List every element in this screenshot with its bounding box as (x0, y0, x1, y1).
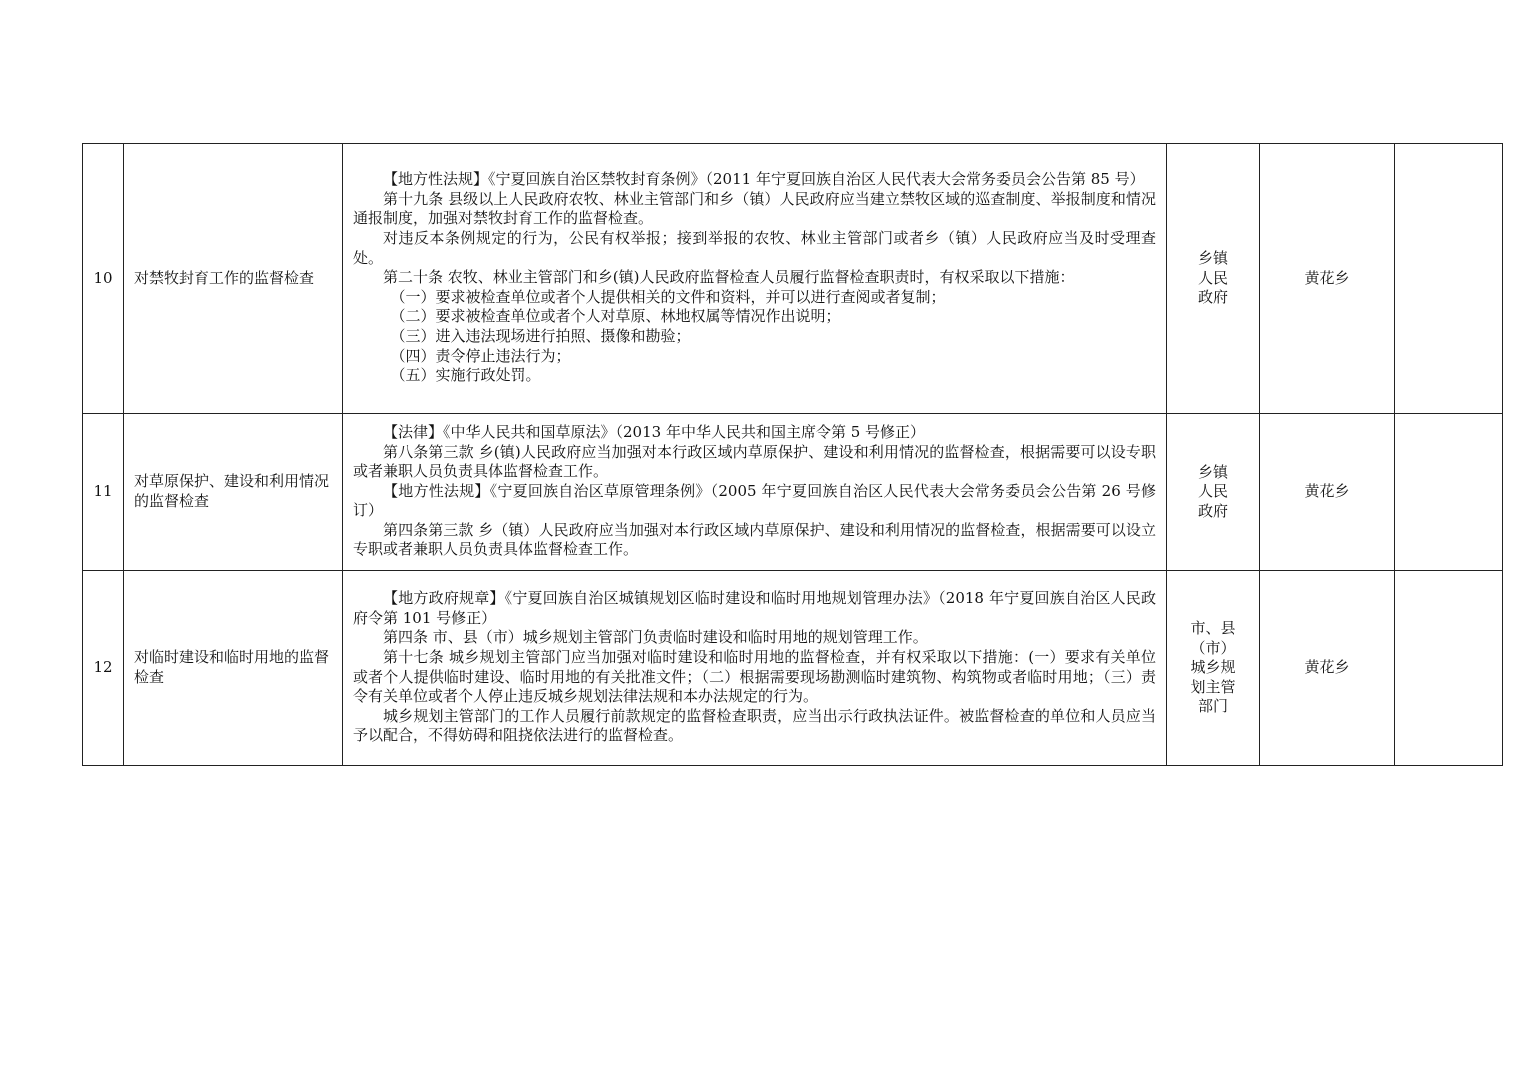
implementing-unit: 黄花乡 (1260, 144, 1395, 414)
basis-paragraph: 第四条 市、县（市）城乡规划主管部门负责临时建设和临时用地的规划管理工作。 (383, 628, 928, 647)
basis-paragraph: 第八条第三款 乡(镇)人民政府应当加强对本行政区域内草原保护、建设和利用情况的监督检查，根据需要可以设专职或者兼职人员负责具体监督检查工作。 (353, 442, 1156, 481)
basis-paragraph: 第二十条 农牧、林业主管部门和乡(镇)人民政府监督检查人员履行监督检查职责时，有权采取以下措施： (383, 268, 1075, 287)
basis-paragraph: （一）要求被检查单位或者个人提供相关的文件和资料，并可以进行查阅或者复制； (390, 287, 946, 306)
subject-line: 乡镇 (1197, 462, 1228, 481)
table-row (83, 571, 1503, 766)
basis-paragraph: （五）实施行政处罚。 (390, 366, 541, 385)
item-name: 对临时建设和临时用地的监督检查 (124, 571, 343, 766)
basis-paragraph: 第十九条 县级以上人民政府农牧、林业主管部门和乡（镇）人民政府应当建立禁牧区域的巡查制度、举报制度和情况通报制度，加强对禁牧封育工作的监督检查。 (353, 189, 1156, 228)
remarks-cell (1395, 571, 1503, 766)
legal-basis (343, 144, 1167, 414)
table-row (83, 414, 1503, 571)
subject-line: 政府 (1197, 501, 1228, 520)
subject-line: 部门 (1197, 697, 1228, 716)
basis-paragraph: 【地方性法规】《宁夏回族自治区草原管理条例》（2005 年宁夏回族自治区人民代表大会常务委员会公告第 26 号修订） (353, 481, 1156, 520)
supervision-table (82, 143, 1503, 766)
basis-paragraph: 【法律】《中华人民共和国草原法》（2013 年中华人民共和国主席令第 5 号修正） (383, 422, 926, 441)
remarks-cell (1395, 414, 1503, 571)
basis-paragraph: （四）责令停止违法行为； (390, 346, 571, 365)
subject-line: 人民 (1197, 482, 1228, 501)
table-row (83, 144, 1503, 414)
subject-line: 城乡规 (1190, 658, 1236, 677)
responsible-subject (1167, 414, 1260, 571)
row-number: 10 (83, 144, 124, 414)
subject-line: （市） (1190, 638, 1236, 657)
item-name: 对禁牧封育工作的监督检查 (124, 144, 343, 414)
row-number: 11 (83, 414, 124, 571)
subject-line: 划主管 (1190, 677, 1236, 696)
responsible-subject (1167, 571, 1260, 766)
implementing-unit: 黄花乡 (1260, 571, 1395, 766)
basis-paragraph: 【地方性法规】《宁夏回族自治区禁牧封育条例》（2011 年宁夏回族自治区人民代表大会常务委员会公告第 85 号） (383, 170, 1145, 189)
item-name: 对草原保护、建设和利用情况的监督检查 (124, 414, 343, 571)
remarks-cell (1395, 144, 1503, 414)
subject-line: 政府 (1197, 288, 1228, 307)
subject-line: 乡镇 (1197, 249, 1228, 268)
subject-line: 市、县 (1190, 619, 1236, 638)
responsible-subject (1167, 144, 1260, 414)
implementing-unit: 黄花乡 (1260, 414, 1395, 571)
basis-paragraph: （二）要求被检查单位或者个人对草原、林地权属等情况作出说明； (390, 307, 841, 326)
basis-paragraph: 【地方政府规章】《宁夏回族自治区城镇规划区临时建设和临时用地规划管理办法》（2018 年宁夏回族自治区人民政府令第 101 号修正） (353, 589, 1156, 627)
basis-paragraph: 对违反本条例规定的行为，公民有权举报；接到举报的农牧、林业主管部门或者乡（镇）人民政府应当及时受理查处。 (353, 229, 1156, 267)
legal-basis (343, 571, 1167, 766)
basis-paragraph: （三）进入违法现场进行拍照、摄像和勘验； (390, 326, 691, 345)
legal-basis (343, 414, 1167, 571)
subject-line: 人民 (1197, 268, 1228, 287)
row-number: 12 (83, 571, 124, 766)
basis-paragraph: 第四条第三款 乡（镇）人民政府应当加强对本行政区域内草原保护、建设和利用情况的监督检查，根据需要可以设立专职或者兼职人员负责具体监督检查工作。 (353, 520, 1156, 559)
basis-paragraph: 第十七条 城乡规划主管部门应当加强对临时建设和临时用地的监督检查，并有权采取以下措施：(一）要求有关单位或者个人提供临时建设、临时用地的有关批准文件；（二）根据需要现场勘测临时建筑物、构筑物或者临时用地；（三）责令有关单位或者个人停止违反城乡规划法律法规和本办法规定的行为。 (353, 647, 1156, 706)
basis-paragraph: 城乡规划主管部门的工作人员履行前款规定的监督检查职责，应当出示行政执法证件。被监督检查的单位和人员应当予以配合，不得妨碍和阻挠依法进行的监督检查。 (353, 706, 1156, 745)
